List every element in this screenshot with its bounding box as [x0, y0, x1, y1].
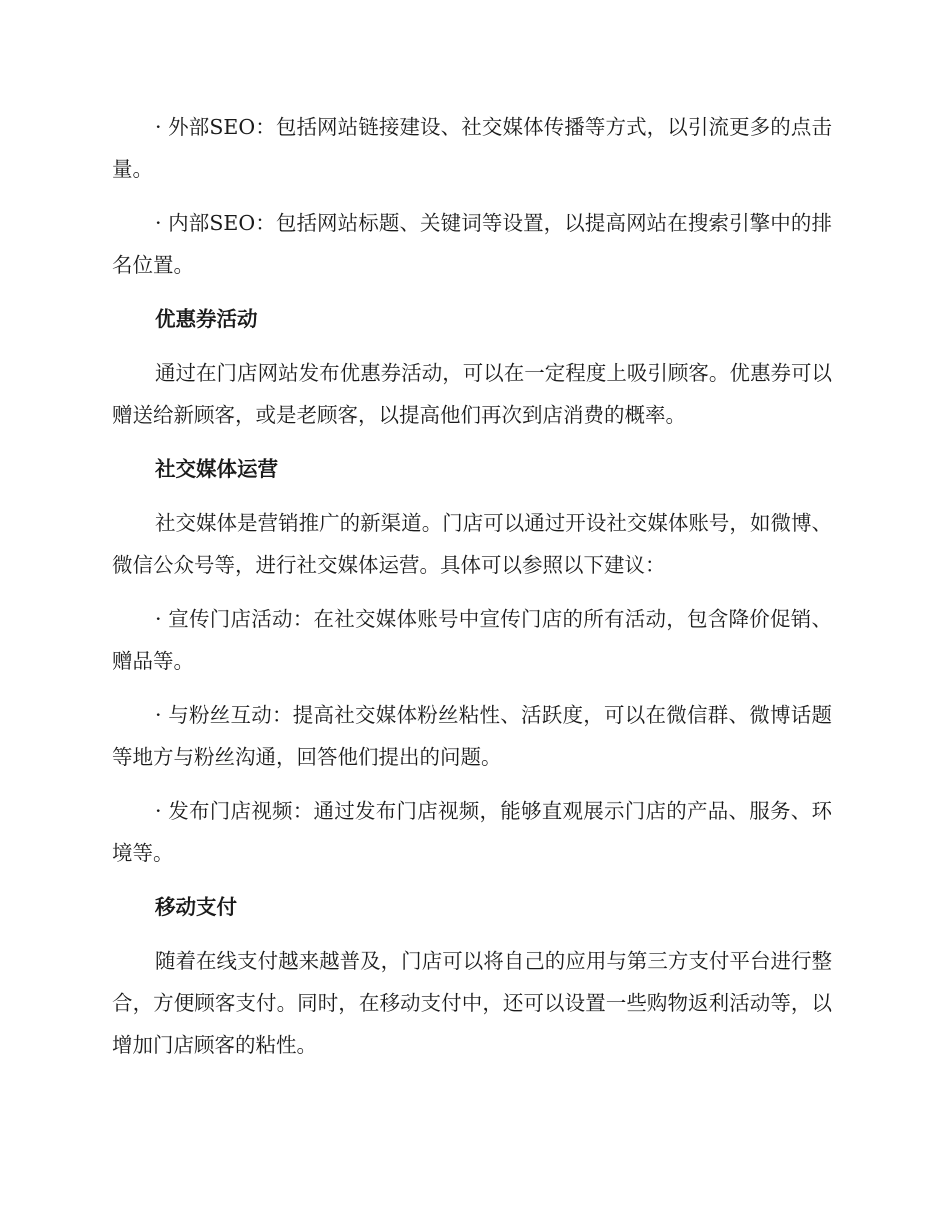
heading-coupon-activity: 优惠券活动	[155, 307, 258, 331]
bullet-store-videos: · 发布门店视频：通过发布门店视频，能够直观展示门店的产品、服务、环境等。	[112, 799, 832, 865]
heading-mobile-payment: 移动支付	[155, 895, 237, 919]
paragraph-social-media: 社交媒体是营销推广的新渠道。门店可以通过开设社交媒体账号，如微博、微信公众号等，进行社交媒体运营。具体可以参照以下建议：	[112, 511, 832, 577]
paragraph-mobile-payment: 随着在线支付越来越普及，门店可以将自己的应用与第三方支付平台进行整合，方便顾客支付。同时，在移动支付中，还可以设置一些购物返利活动等，以增加门店顾客的粘性。	[112, 949, 832, 1057]
bullet-external-seo: · 外部SEO：包括网站链接建设、社交媒体传播等方式，以引流更多的点击量。	[112, 115, 832, 181]
heading-social-media: 社交媒体运营	[155, 457, 278, 481]
bullet-internal-seo: · 内部SEO：包括网站标题、关键词等设置，以提高网站在搜索引擎中的排名位置。	[112, 211, 832, 277]
bullet-promote-activities: · 宣传门店活动：在社交媒体账号中宣传门店的所有活动，包含降价促销、赠品等。	[112, 607, 832, 673]
bullet-fan-interaction: · 与粉丝互动：提高社交媒体粉丝粘性、活跃度，可以在微信群、微博话题等地方与粉丝沟通，回答他们提出的问题。	[112, 703, 832, 769]
paragraph-coupon-activity: 通过在门店网站发布优惠券活动，可以在一定程度上吸引顾客。优惠券可以赠送给新顾客，或是老顾客，以提高他们再次到店消费的概率。	[112, 361, 832, 427]
document-page	[112, 106, 832, 1078]
